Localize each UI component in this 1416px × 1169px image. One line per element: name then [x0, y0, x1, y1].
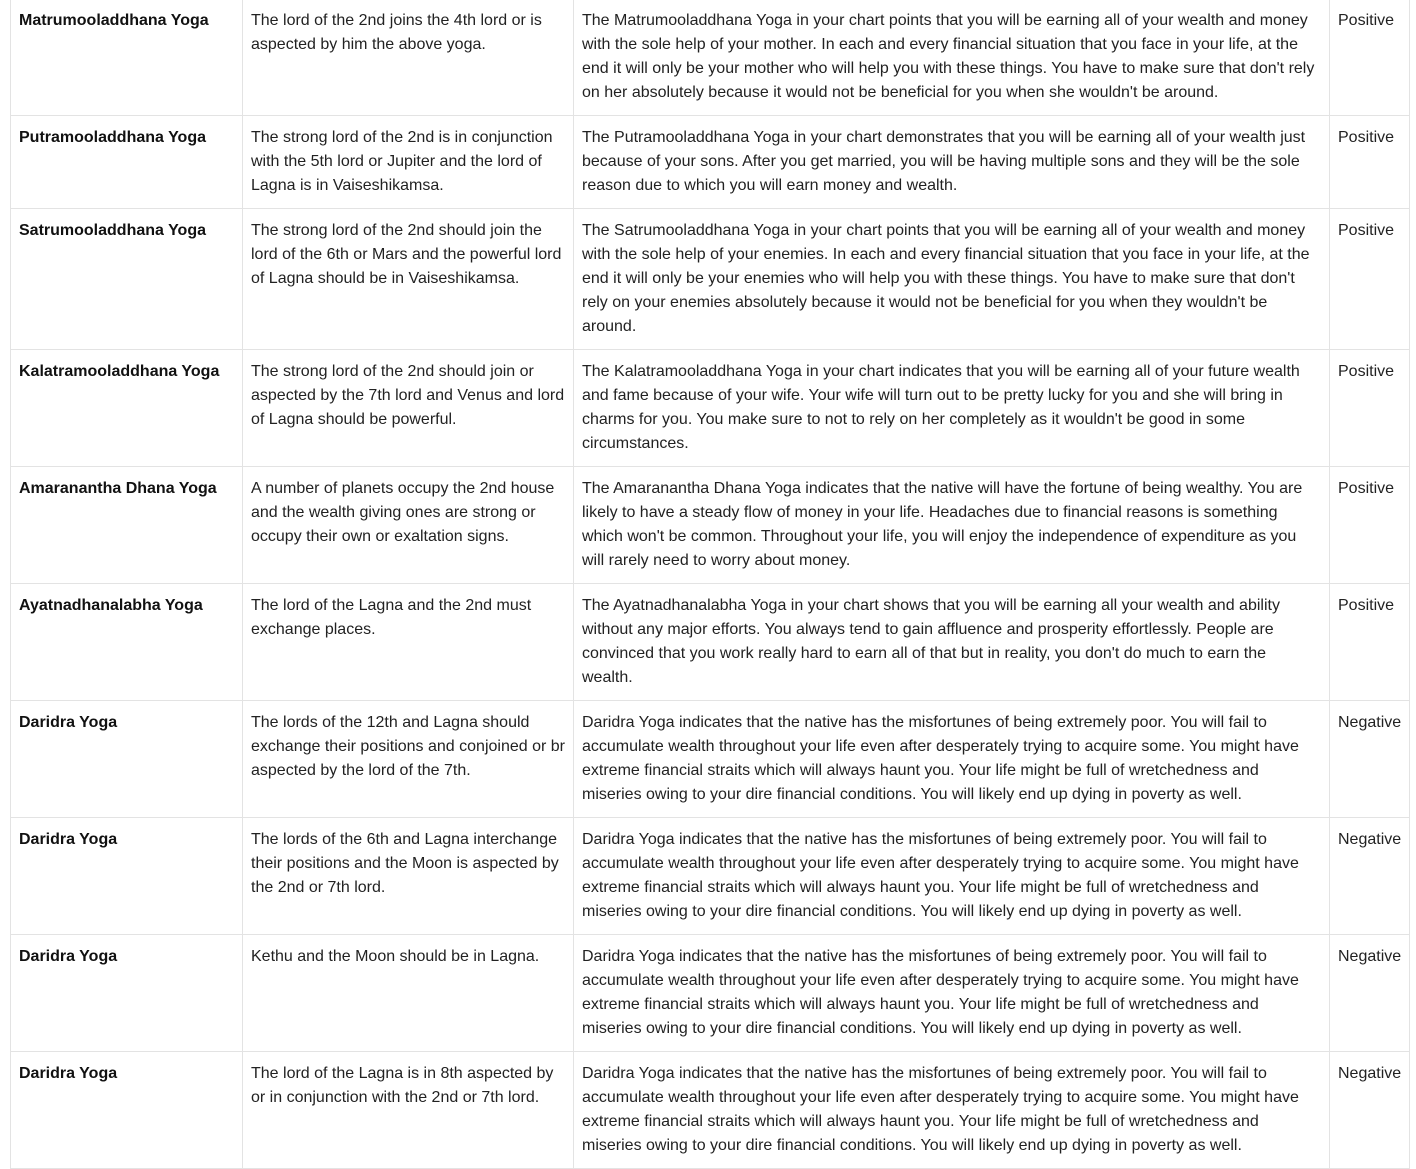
- yoga-effect: Positive: [1330, 116, 1410, 209]
- table-row: [11, 935, 1410, 1052]
- table-row: [11, 467, 1410, 584]
- yoga-condition: The lord of the Lagna is in 8th aspected by or in conjunction with the 2nd or 7th lord.: [243, 1052, 574, 1169]
- yoga-condition: The lords of the 12th and Lagna should exchange their positions and conjoined or br aspected by the lord of the 7th.: [243, 701, 574, 818]
- table-row: [11, 701, 1410, 818]
- yoga-description: The Satrumooladdhana Yoga in your chart points that you will be earning all of your wealth and money with the sole help of your enemies. In each and every financial situation that you face in your life, at the end it will only be your enemies who will help you with these things. You have to make sure that don't rely on your enemies absolutely because it would not be beneficial for you when they wouldn't be around.: [574, 209, 1330, 350]
- yoga-description: The Matrumooladdhana Yoga in your chart points that you will be earning all of your wealth and money with the sole help of your mother. In each and every financial situation that you face in your life, at the end it will only be your mother who will help you with these things. You have to make sure that don't rely on her absolutely because it would not be beneficial for you when she wouldn't be around.: [574, 0, 1330, 116]
- yoga-condition: The lord of the 2nd joins the 4th lord or is aspected by him the above yoga.: [243, 0, 574, 116]
- yoga-condition: The strong lord of the 2nd is in conjunction with the 5th lord or Jupiter and the lord of Lagna is in Vaiseshikamsa.: [243, 116, 574, 209]
- yoga-description: Daridra Yoga indicates that the native has the misfortunes of being extremely poor. You will fail to accumulate wealth throughout your life even after desperately trying to acquire some. You might have extreme financial straits which will always haunt you. Your life might be full of wretchedness and miseries owing to your dire financial conditions. You will likely end up dying in poverty as well.: [574, 1052, 1330, 1169]
- yoga-effect: Negative: [1330, 1052, 1410, 1169]
- yoga-condition: The strong lord of the 2nd should join the lord of the 6th or Mars and the powerful lord of Lagna should be in Vaiseshikamsa.: [243, 209, 574, 350]
- table-row: [11, 0, 1410, 116]
- yoga-name: Putramooladdhana Yoga: [11, 116, 243, 209]
- yoga-table-body: [11, 0, 1410, 1169]
- yoga-description: Daridra Yoga indicates that the native has the misfortunes of being extremely poor. You will fail to accumulate wealth throughout your life even after desperately trying to acquire some. You might have extreme financial straits which will always haunt you. Your life might be full of wretchedness and miseries owing to your dire financial conditions. You will likely end up dying in poverty as well.: [574, 701, 1330, 818]
- yoga-description: The Ayatnadhanalabha Yoga in your chart shows that you will be earning all your wealth and ability without any major efforts. You always tend to gain affluence and prosperity effortlessly. People are convinced that you work really hard to earn all of that but in reality, you don't do much to earn the wealth.: [574, 584, 1330, 701]
- yoga-effect: Positive: [1330, 350, 1410, 467]
- yoga-description: The Putramooladdhana Yoga in your chart demonstrates that you will be earning all of your wealth just because of your sons. After you get married, you will be having multiple sons and they will be the sole reason due to which you will earn money and wealth.: [574, 116, 1330, 209]
- yoga-description: Daridra Yoga indicates that the native has the misfortunes of being extremely poor. You will fail to accumulate wealth throughout your life even after desperately trying to acquire some. You might have extreme financial straits which will always haunt you. Your life might be full of wretchedness and miseries owing to your dire financial conditions. You will likely end up dying in poverty as well.: [574, 935, 1330, 1052]
- yoga-effect: Positive: [1330, 584, 1410, 701]
- yoga-condition: A number of planets occupy the 2nd house and the wealth giving ones are strong or occupy their own or exaltation signs.: [243, 467, 574, 584]
- table-row: [11, 818, 1410, 935]
- yoga-effect: Negative: [1330, 701, 1410, 818]
- yoga-condition: The strong lord of the 2nd should join or aspected by the 7th lord and Venus and lord of Lagna should be powerful.: [243, 350, 574, 467]
- yoga-effect: Positive: [1330, 467, 1410, 584]
- table-row: [11, 584, 1410, 701]
- yoga-name: Daridra Yoga: [11, 1052, 243, 1169]
- yoga-name: Daridra Yoga: [11, 935, 243, 1052]
- yoga-condition: The lord of the Lagna and the 2nd must exchange places.: [243, 584, 574, 701]
- yoga-name: Matrumooladdhana Yoga: [11, 0, 243, 116]
- yoga-table: [10, 0, 1410, 1169]
- yoga-name: Daridra Yoga: [11, 818, 243, 935]
- yoga-condition: The lords of the 6th and Lagna interchange their positions and the Moon is aspected by the 2nd or 7th lord.: [243, 818, 574, 935]
- yoga-effect: Positive: [1330, 209, 1410, 350]
- table-row: [11, 1052, 1410, 1169]
- yoga-description: The Amaranantha Dhana Yoga indicates that the native will have the fortune of being wealthy. You are likely to have a steady flow of money in your life. Headaches due to financial reasons is something which won't be common. Throughout your life, you will enjoy the independence of expenditure as you will rarely need to worry about money.: [574, 467, 1330, 584]
- yoga-condition: Kethu and the Moon should be in Lagna.: [243, 935, 574, 1052]
- yoga-description: The Kalatramooladdhana Yoga in your chart indicates that you will be earning all of your future wealth and fame because of your wife. Your wife will turn out to be pretty lucky for you and she will bring in charms for you. You make sure to not to rely on her completely as it wouldn't be good in some circumstances.: [574, 350, 1330, 467]
- yoga-name: Daridra Yoga: [11, 701, 243, 818]
- yoga-effect: Negative: [1330, 818, 1410, 935]
- yoga-name: Ayatnadhanalabha Yoga: [11, 584, 243, 701]
- yoga-name: Kalatramooladdhana Yoga: [11, 350, 243, 467]
- yoga-description: Daridra Yoga indicates that the native has the misfortunes of being extremely poor. You will fail to accumulate wealth throughout your life even after desperately trying to acquire some. You might have extreme financial straits which will always haunt you. Your life might be full of wretchedness and miseries owing to your dire financial conditions. You will likely end up dying in poverty as well.: [574, 818, 1330, 935]
- yoga-name: Amaranantha Dhana Yoga: [11, 467, 243, 584]
- table-row: [11, 350, 1410, 467]
- yoga-effect: Negative: [1330, 935, 1410, 1052]
- table-row: [11, 209, 1410, 350]
- yoga-effect: Positive: [1330, 0, 1410, 116]
- yoga-name: Satrumooladdhana Yoga: [11, 209, 243, 350]
- table-row: [11, 116, 1410, 209]
